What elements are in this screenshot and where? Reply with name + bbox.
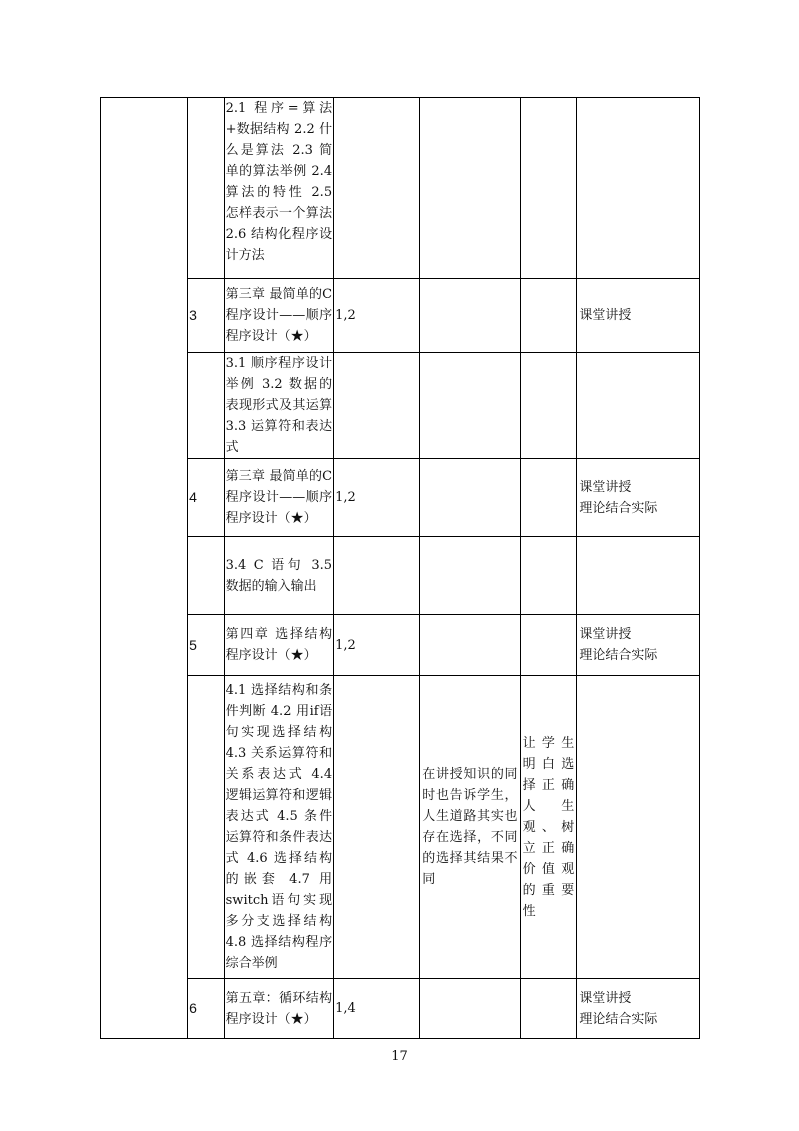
- teaching-goal: [520, 279, 577, 353]
- lesson-content: 第三章 最简单的C程序设计——顺序程序设计（★）: [224, 279, 333, 353]
- teaching-method: [577, 279, 700, 353]
- lesson-number: 4: [188, 459, 224, 537]
- method-line: 课堂讲授: [579, 308, 632, 323]
- lesson-hours: [334, 537, 420, 615]
- teaching-goal: 让学生明白选择正确人生观、树立正确价值观的重要性: [520, 676, 577, 979]
- lesson-hours: [334, 676, 420, 979]
- method-line: 课堂讲授: [579, 479, 632, 495]
- method-line: 课堂讲授: [579, 990, 632, 1006]
- ideology-point: [420, 537, 520, 615]
- table-row: [101, 676, 700, 979]
- method-line: 理论结合实际: [579, 648, 658, 663]
- ideology-point: [420, 279, 520, 353]
- lesson-hours: 1,2: [334, 459, 420, 537]
- ideology-point: [420, 98, 520, 279]
- teaching-goal: [520, 537, 577, 615]
- method-line: 理论结合实际: [579, 500, 658, 516]
- lesson-content: 第五章：循环结构程序设计（★）: [224, 979, 333, 1039]
- lesson-number: [188, 676, 224, 979]
- teaching-goal: [520, 459, 577, 537]
- syllabus-table: [100, 97, 700, 1039]
- lesson-number: [188, 98, 224, 279]
- ideology-point: [420, 353, 520, 459]
- teaching-method: [577, 353, 700, 459]
- lesson-number: [188, 537, 224, 615]
- lesson-content: 第四章 选择结构程序设计（★）: [224, 615, 333, 676]
- method-line: 课堂讲授: [579, 627, 632, 642]
- ideology-point: [420, 615, 520, 676]
- table-row: [101, 353, 700, 459]
- lesson-number: [188, 353, 224, 459]
- page-number: 17: [391, 1049, 408, 1064]
- teaching-goal: [520, 979, 577, 1039]
- lesson-content: 3.1 顺序程序设计举例 3.2 数据的表现形式及其运算 3.3 运算符和表达式: [224, 353, 333, 459]
- lesson-hours: [334, 353, 420, 459]
- table-row: [101, 459, 700, 537]
- table-row: [101, 979, 700, 1039]
- lesson-number: 3: [188, 279, 224, 353]
- teaching-method: [577, 979, 700, 1039]
- teaching-method: [577, 98, 700, 279]
- ideology-point: [420, 979, 520, 1039]
- lesson-hours: [334, 98, 420, 279]
- lesson-content: 2.1 程序=算法+数据结构 2.2 什么是算法 2.3 简单的算法举例 2.4 算法的特性 2.5 怎样表示一个算法 2.6 结构化程序设计方法: [224, 98, 333, 279]
- table-row: [101, 279, 700, 353]
- lesson-hours: 1,2: [334, 279, 420, 353]
- teaching-goal: [520, 98, 577, 279]
- table-row: [101, 615, 700, 676]
- teaching-method: [577, 537, 700, 615]
- teaching-goal: [520, 615, 577, 676]
- table-row: [101, 537, 700, 615]
- method-line: 理论结合实际: [579, 1011, 658, 1027]
- ideology-point: [420, 459, 520, 537]
- unit-cell: [101, 98, 188, 1039]
- lesson-number: 5: [188, 615, 224, 676]
- teaching-method: [577, 676, 700, 979]
- table-row: [101, 98, 700, 279]
- teaching-method: [577, 615, 700, 676]
- lesson-hours: 1,4: [334, 979, 420, 1039]
- lesson-content: 4.1 选择结构和条件判断 4.2 用if语句实现选择结构 4.3 关系运算符和关系表达式 4.4 逻辑运算符和逻辑表达式 4.5 条件运算符和条件表达式 4.6 选择结构的嵌套 4.7 用switch语句实现多分支选择结构 4.8 选择结构程序综合举例: [224, 676, 333, 979]
- lesson-hours: 1,2: [334, 615, 420, 676]
- lesson-content: 第三章 最简单的C程序设计——顺序程序设计（★）: [224, 459, 333, 537]
- lesson-number: 6: [188, 979, 224, 1039]
- lesson-content: 3.4 C 语句 3.5 数据的输入输出: [224, 537, 333, 615]
- ideology-point: 在讲授知识的同时也告诉学生，人生道路其实也存在选择，不同的选择其结果不同: [420, 676, 520, 979]
- teaching-goal: [520, 353, 577, 459]
- teaching-method: [577, 459, 700, 537]
